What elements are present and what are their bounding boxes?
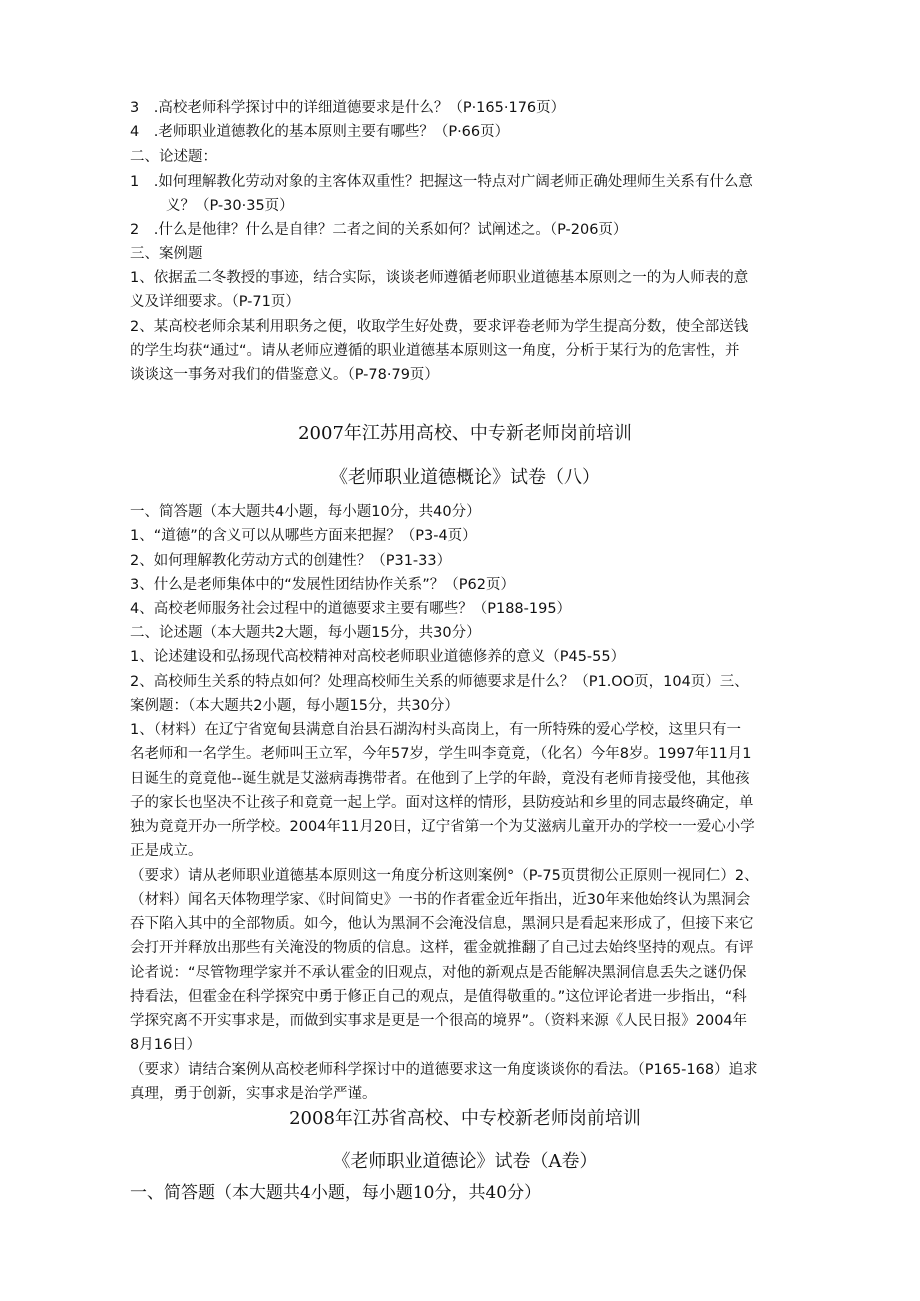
exam-2007-line: 正是成立。 [130, 843, 203, 859]
exam-2008-title: 2008年江苏省高校、中专校新老师岗前培训 [289, 1108, 641, 1129]
essay-question-1: 1 .如何理解教化劳动对象的主客体双重性？把握这一特点对广阔老师正确处理师生关系有什么意 [130, 174, 753, 190]
exam-2007-line: 3、什么是老师集体中的“发展性团结协作关系”？（P62页） [130, 577, 515, 593]
case-question-2: 2、某高校老师余某利用职务之便，收取学生好处费，要求评卷老师为学生提高分数，使全部送钱 [130, 319, 749, 335]
exam-2007-line: 论者说：“尽管物理学家并不承认霍金的旧观点，对他的新观点是否能解决黑洞信息丢失之谜仍保 [130, 965, 747, 981]
case-question-2-end: 谈谈这一事务对我们的借鉴意义。（P-78·79页） [130, 367, 439, 383]
exam-2007-line: 名老师和一名学生。老师叫王立军，今年57岁，学生叫李竟竟，（化名）今年8岁。1997年11月1 [130, 746, 752, 762]
exam-2007-line: 2、高校师生关系的特点如何？处理高校师生关系的师德要求是什么？（P1.OO页，104页）三、 [130, 674, 749, 690]
exam-2007-line: 4、高校老师服务社会过程中的道德要求主要有哪些？（P188-195） [130, 601, 572, 617]
exam-2007-line: 吞下陷入其中的全部物质。如今，他认为黑洞不会淹没信息，黑洞只是看起来形成了，但接下来它 [130, 916, 754, 932]
essay-question-1-cont: 义？（P-30·35页） [166, 198, 294, 214]
exam-2007-line: 1、（材料）在辽宁省宽甸县满意自治县石湖沟村头高岗上，有一所特殊的爱心学校，这里只有一 [130, 722, 741, 738]
section-case-heading: 三、案例题 [130, 246, 203, 262]
exam-2007-line: 二、论述题（本大题共2大题，每小题15分，共30分） [130, 625, 481, 641]
case-question-2-cont: 的学生均获“通过“。请从老师应遵循的职业道德基本原则这一角度，分析于某行为的危害性，并 [130, 343, 740, 359]
question-4-short: 4 .老师职业道德教化的基本原则主要有哪些？（P·66页） [130, 124, 510, 140]
case-question-1-cont: 义及详细要求。（P-71页） [130, 294, 300, 310]
question-3-short: 3 .高校老师科学探讨中的详细道德要求是什么？（P·165·176页） [130, 100, 566, 116]
exam-2007-line: 案例题：（本大题共2小题，每小题15分，共30分） [130, 698, 459, 714]
exam-2008-subtitle: 《老师职业道德论》试卷（A卷） [332, 1151, 598, 1172]
essay-question-2: 2 .什么是他律？什么是自律？二者之间的关系如何？试阐述之。（P-206页） [130, 222, 628, 238]
exam-2007-line: 子的家长也坚决不让孩子和竟竟一起上学。面对这样的情形，县防疫站和乡里的同志最终确定，单 [130, 795, 754, 811]
case-question-1: 1、依据孟二冬教授的事迹，结合实际，谈谈老师遵循老师职业道德基本原则之一的为人师表的意 [130, 270, 749, 286]
exam-2007-subtitle: 《老师职业道德概论》试卷（八） [330, 467, 600, 488]
exam-2007-line: 独为竟竟开办一所学校。2004年11月20日，辽宁省第一个为艾滋病儿童开办的学校一一爱心小学 [130, 819, 755, 835]
exam-2007-line: 持看法，但霍金在科学探究中勇于修正自己的观点，是值得敬重的。”这位评论者进一步指出，“科 [130, 989, 747, 1005]
exam-2007-line: 真理，勇于创新，实事求是治学严谨。 [130, 1086, 377, 1102]
exam-2008-section-heading: 一、简答题（本大题共4小题，每小题10分，共40分） [130, 1183, 542, 1203]
exam-2007-line: （要求）请从老师职业道德基本原则这一角度分析这则案例°（P-75页贯彻公正原则一视同仁）2、 [130, 868, 759, 884]
exam-2007-line: 一、简答题（本大题共4小题，每小题10分，共40分） [130, 504, 481, 520]
section-essay-heading: 二、论述题： [130, 149, 217, 165]
exam-2007-title: 2007年江苏用高校、中专新老师岗前培训 [298, 423, 632, 444]
exam-2007-line: （要求）请结合案例从高校老师科学探讨中的道德要求这一角度谈谈你的看法。（P165-168）追求 [130, 1062, 758, 1078]
exam-2007-line: 2、如何理解教化劳动方式的创建性？（P31-33） [130, 553, 452, 569]
exam-2007-line: 1、论述建设和弘扬现代高校精神对高校老师职业道德修养的意义（P45-55） [130, 649, 626, 665]
exam-2007-line: 学探究离不开实事求是，而做到实事求是更是一个很高的境界”。（资料来源《人民日报》2004年 [130, 1013, 748, 1029]
exam-2007-line: 8月16日） [130, 1037, 202, 1053]
exam-2007-line: （材料）闻名天体物理学家、《时间简史》一书的作者霍金近年指出，近30年来他始终认为黑洞会 [130, 892, 751, 908]
exam-2007-line: 日诞生的竟竟他--诞生就是艾滋病毒携带者。在他到了上学的年龄，竟没有老师肯接受他，其他孩 [130, 771, 750, 787]
exam-2007-line: 会打开并释放出那些有关淹没的物质的信息。这样，霍金就推翻了自己过去始终坚持的观点。有评 [130, 940, 754, 956]
exam-2007-line: 1、“道德”的含义可以从哪些方面来把握？（P3-4页） [130, 528, 477, 544]
